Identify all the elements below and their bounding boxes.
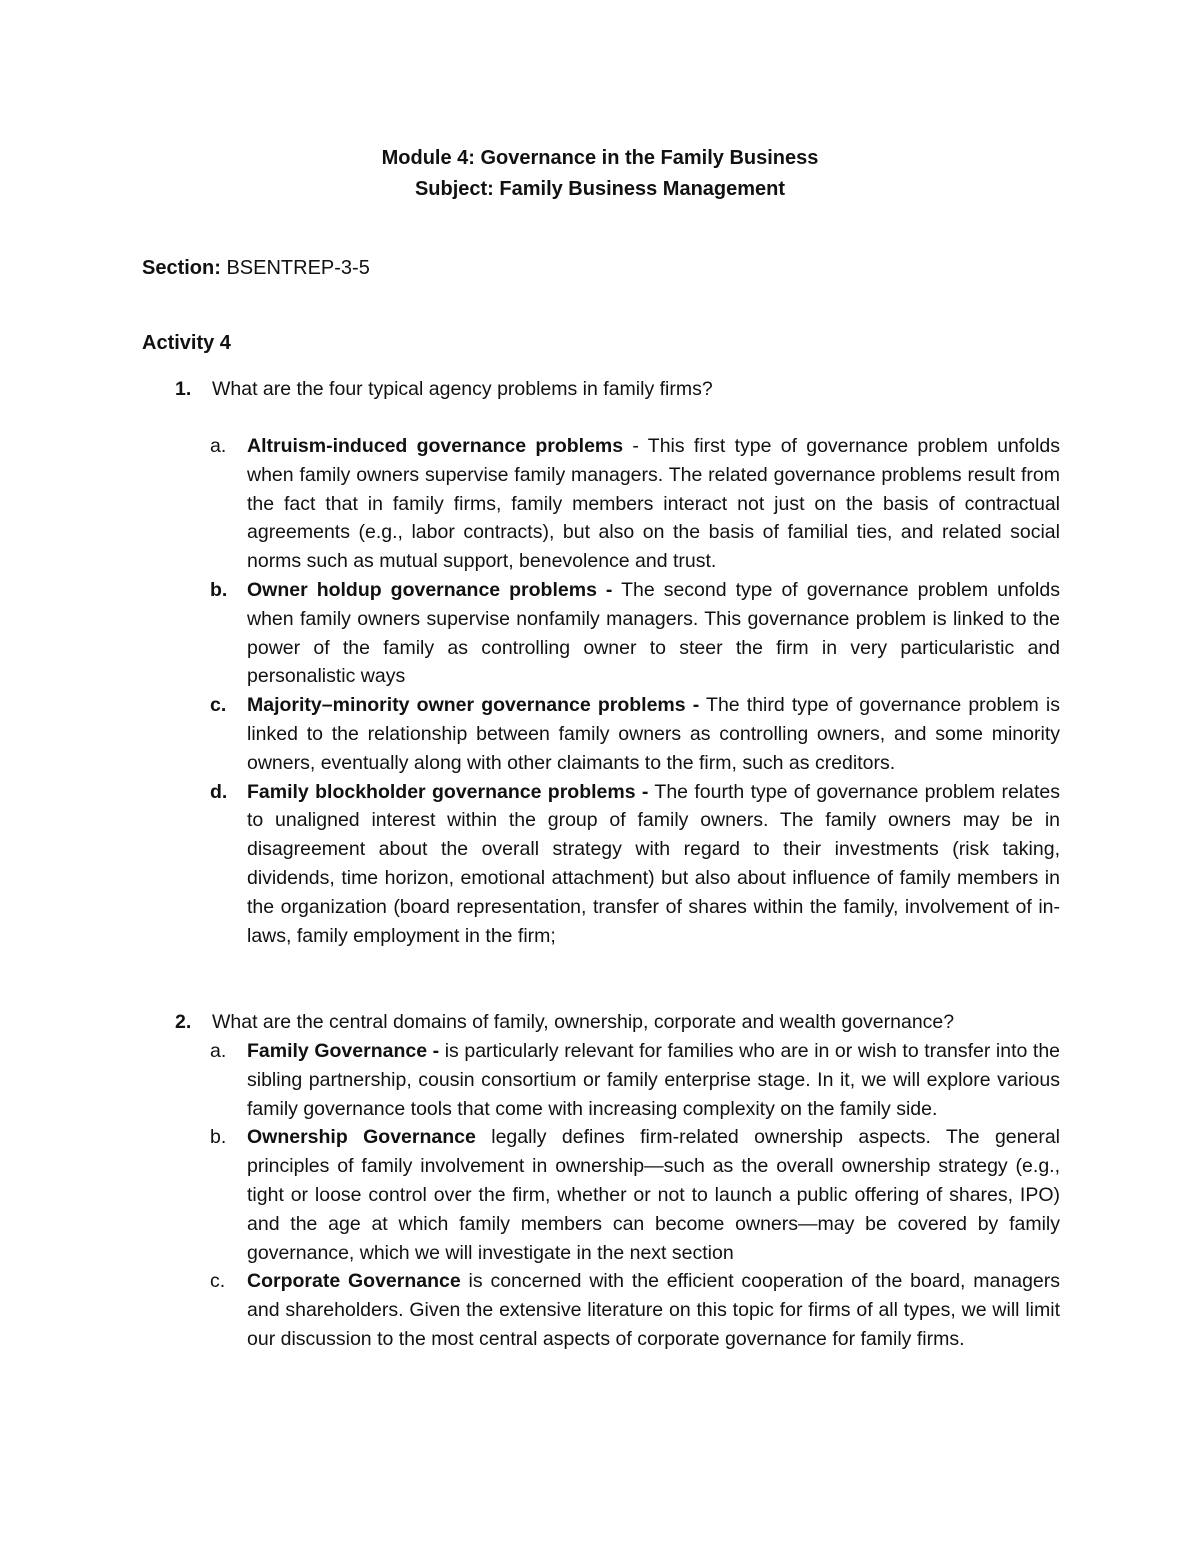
module-title: Module 4: Governance in the Family Business [381, 147, 819, 169]
answer-item [210, 778, 1060, 951]
item-body: This first type of governance problem unfolds when family owners supervise family managers. The related governance problems result from the fact that in family firms, family members interact not just on the basis of contractual agreements (e.g., labor contracts), but also on the basis of familial ties, and related social norms such as mutual support, benevolence and trust. [247, 435, 1061, 573]
answer-item [210, 691, 1060, 777]
question-2-answers [210, 1037, 1060, 1354]
item-body: The second type of governance problem unfolds when family owners supervise nonfamily managers. This governance problem is linked to the power of the family as controlling owner to steer the firm in very particularistic and personalistic ways [247, 578, 1060, 688]
item-term: Owner holdup governance problems - [247, 578, 613, 601]
item-separator [476, 1126, 491, 1148]
item-term: Majority–minority owner governance problems - [247, 694, 700, 717]
answer-item [210, 1037, 1060, 1123]
item-term: Family Governance - [247, 1040, 440, 1062]
subject-line: Subject: Family Business Management [414, 178, 786, 200]
item-body: legally defines firm-related ownership aspects. The general principles of family involvement in ownership—such as the overall ownership strategy (e.g., tight or loose control over the firm, whether or not to launch a public offering of shares, IPO) and the age at which family members can become owners—may be covered by family governance, which we will investigate in the next section [247, 1126, 1061, 1264]
item-letter: d. [210, 780, 228, 803]
item-body: The fourth type of governance problem relates to unaligned interest within the group of family owners. The family owners may be in disagreement about the overall strategy with regard to their investments (risk taking, dividends, time horizon, emotional attachment) but also about influence of family members in the organization (board representation, transfer of shares within the family, involvement of in-laws, family employment in the firm; [247, 780, 1060, 947]
item-separator [612, 579, 621, 601]
section-label: Section: [142, 257, 221, 279]
item-separator [461, 1270, 469, 1292]
item-letter: b. [210, 578, 228, 601]
item-letter: b. [210, 1126, 227, 1149]
question-1-answers [210, 432, 1060, 950]
answer-item [210, 1123, 1060, 1267]
item-letter: a. [210, 1040, 227, 1062]
item-term: Family blockholder governance problems - [247, 780, 649, 803]
item-term: Ownership Governance [247, 1126, 476, 1149]
item-term: Altruism-induced governance problems [247, 435, 624, 457]
answer-item [210, 432, 1060, 576]
item-letter: a. [210, 435, 227, 457]
document-header [0, 143, 1200, 205]
item-term: Corporate Governance [247, 1270, 461, 1293]
answer-item [210, 576, 1060, 691]
item-body: is particularly relevant for families who are in or wish to transfer into the sibling partnership, cousin consortium or family enterprise stage. In it, we will explore various family governance tools that come with increasing complexity on the family side. [247, 1040, 1061, 1120]
question-text: What are the central domains of family, ownership, corporate and wealth governance? [212, 1011, 955, 1033]
question-number: 2. [175, 1011, 192, 1033]
activity-heading: Activity 4 [142, 332, 231, 354]
question-text: What are the four typical agency problems in family firms? [212, 378, 713, 400]
item-body: is concerned with the efficient cooperation of the board, managers and shareholders. Given the extensive literature on this topic for firms of all types, we will limit our discussion to the most central aspects of corporate governance for family firms. [247, 1270, 1061, 1350]
item-body: The third type of governance problem is linked to the relationship between family owners as controlling owners, and some minority owners, eventually along with other claimants to the firm, such as creditors. [247, 694, 1060, 774]
item-letter: c. [210, 694, 227, 717]
section-value: BSENTREP-3-5 [226, 257, 370, 279]
answer-item [210, 1267, 1060, 1353]
item-letter: c. [210, 1270, 226, 1293]
question-number: 1. [175, 378, 192, 400]
section-line [142, 254, 370, 282]
item-separator: - [623, 435, 648, 457]
